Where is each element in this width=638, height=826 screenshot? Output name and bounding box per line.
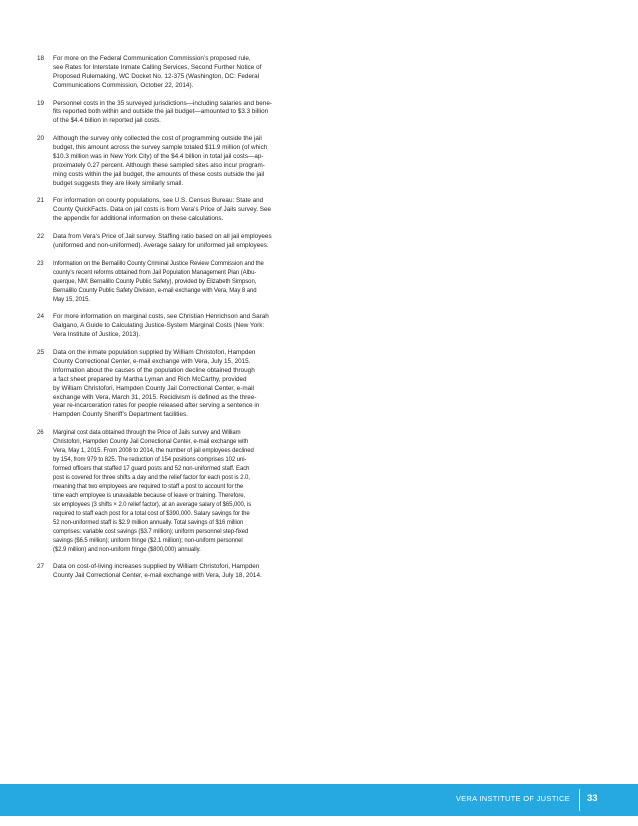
- endnote-text-line: exchange with Vera, March 31, 2015. Recidivism is defined as the three-: [53, 393, 257, 401]
- endnote-text-line: ming costs within the jail budget, the amounts of these costs outside the jail: [53, 170, 265, 178]
- endnote-26: [37, 429, 322, 554]
- endnote-number: 26: [37, 430, 44, 437]
- endnote-text-line: Data on cost-of-living increases supplied by William Christofori, Hampden: [53, 563, 260, 571]
- endnote-27: [37, 563, 322, 581]
- endnote-text-line: ($2.9 million) and non-uniform fringe ($800,000) annually.: [53, 546, 201, 553]
- endnote-text-line: $10.3 million was in New York City) of the $4.4 billion in total jail costs—ap-: [53, 152, 264, 160]
- endnote-text-line: proximately 0.27 percent. Although these sampled sites also incur program-: [53, 161, 265, 169]
- endnote-number: 22: [37, 233, 45, 241]
- endnote-text-line: comprises: variable cost savings ($3.7 million); uniform personnel step-fixed: [53, 528, 249, 535]
- endnote-text-line: post is covered for three shifts a day and the relief factor for each post is 2.0,: [53, 474, 250, 481]
- endnote-text-line: County Jail Correctional Center, e-mail exchange with Vera, July 18, 2014.: [53, 572, 262, 580]
- endnote-text-line: County QuickFacts. Data on jail costs is from Vera’s Price of Jails survey. See: [53, 206, 272, 214]
- endnote-number: 18: [37, 55, 45, 62]
- endnote-text-line: (uniformed and non-uniformed). Average salary for uniformed jail employees.: [53, 241, 269, 249]
- endnote-text-line: of the $4.4 billion in reported jail costs.: [53, 117, 161, 125]
- endnote-text-line: Data on the inmate population supplied by William Christofori, Hampden: [53, 349, 256, 357]
- endnote-text-line: 52 non-uniformed staff is $2.9 million annually. Total savings of $16 million: [53, 519, 244, 526]
- endnote-text-line: county’s recent reforms obtained from Jail Population Management Plan (Albu-: [53, 269, 257, 276]
- endnote-text-line: by 154, from 979 to 825. The reduction of 154 positions comprises 102 uni-: [53, 457, 247, 464]
- footer-divider: [579, 789, 580, 811]
- endnote-text-line: six employees (3 shifts × 2.0 relief factor), at an average salary of $65,000, is: [53, 501, 252, 508]
- endnote-text-line: required to staff each post for a total cost of $390,000. Salary savings for the: [53, 510, 250, 517]
- endnote-text-line: a fact sheet prepared by Martha Lyman and Rich McCarthy, provided: [53, 375, 247, 383]
- endnote-text-line: County Correctional Center, e-mail exchange with Vera, July 15, 2015.: [53, 357, 251, 365]
- endnote-text-line: budget, this amount across the survey sample totaled $11.9 million (of which: [53, 144, 268, 152]
- endnote-23: [37, 260, 322, 305]
- endnote-text-line: May 15, 2015.: [53, 296, 90, 303]
- endnote-text-line: Personnel costs in the 35 surveyed jurisdictions—including salaries and bene-: [53, 99, 272, 107]
- footer-organization: VERA INSTITUTE OF JUSTICE: [455, 794, 570, 803]
- endnote-text-line: formed officers that staffed 17 guard posts and 52 non-uniformed staff. Each: [53, 465, 250, 472]
- endnote-text-line: Data from Vera’s Price of Jail survey. Staffing ratio based on all jail employees: [53, 233, 272, 241]
- endnote-text-line: Although the survey only collected the cost of programming outside the jail: [53, 135, 262, 143]
- endnote-text-line: Communications Commission, October 22, 2014).: [53, 81, 194, 89]
- endnote-text-line: Vera Institute of Justice, 2013).: [53, 331, 141, 339]
- endnote-text-line: For information on county populations, see U.S. Census Bureau: State and: [53, 197, 264, 205]
- page-number: 33: [587, 793, 598, 804]
- endnote-text-line: Marginal cost data obtained through the Price of Jails survey and William: [53, 430, 241, 437]
- endnote-text-line: savings ($6.5 million); uniform fringe ($2.1 million); non-uniform personnel: [53, 537, 243, 544]
- endnote-text-line: For more on the Federal Communication Commission’s proposed rule,: [53, 55, 251, 62]
- endnote-text-line: For more information on marginal costs, see Christian Henrichson and Sarah: [53, 313, 269, 321]
- endnote-20: [37, 135, 322, 188]
- endnote-text-line: fits reported both within and outside the jail budget—amounted to $3.3 billion: [53, 108, 269, 116]
- endnote-text-line: Bernalillo County Public Safety Division, e-mail exchange with Vera, May 8 and: [53, 287, 257, 294]
- endnote-text-line: Proposed Rulemaking, WC Docket No. 12-375 (Washington, DC: Federal: [53, 72, 260, 80]
- endnote-24: [37, 313, 322, 340]
- endnote-number: 19: [37, 99, 45, 107]
- endnote-text-line: Vera, May 1, 2015. From 2008 to 2014, the number of jail employees declined: [53, 448, 254, 455]
- endnote-19: [37, 100, 322, 127]
- endnote-text-line: querque, NM: Bernalillo County Public Safety), provided by Elizabeth Simpson,: [53, 278, 257, 285]
- endnotes-list: [37, 55, 322, 590]
- endnote-text-line: year re-incarceration rates for people released after serving a sentence in: [53, 402, 260, 410]
- endnote-text-line: Information on the Bernalillo County Criminal Justice Review Commission and the: [53, 260, 264, 267]
- endnote-21: [37, 197, 322, 224]
- endnote-text-line: time each employee is unavailable because of leave or training. Therefore,: [53, 492, 246, 499]
- endnote-number: 23: [37, 260, 44, 267]
- endnote-text-line: the appendix for additional information on these calculations.: [53, 215, 224, 223]
- endnote-text-line: Christofori, Hampden County Jail Correctional Center, e-mail exchange with: [53, 439, 249, 446]
- endnote-number: 24: [37, 313, 45, 321]
- endnote-text-line: Hampden County Sheriff’s Department facilities.: [53, 411, 188, 419]
- endnote-number: 27: [37, 563, 45, 571]
- endnote-number: 21: [37, 197, 45, 205]
- endnote-text-line: see Rates for Interstate Inmate Calling Services, Second Further Notice of: [53, 63, 262, 71]
- endnote-text-line: by William Christofori, Hampden County Jail Correctional Center, e-mail: [53, 384, 254, 392]
- endnote-25: [37, 349, 322, 420]
- endnote-text-line: Galgano, A Guide to Calculating Justice-System Marginal Costs (New York:: [53, 322, 265, 330]
- endnote-text-line: Information about the causes of the population decline obtained through: [53, 366, 255, 374]
- endnote-text-line: meaning that two employees are required to staff a post to account for the: [53, 483, 244, 490]
- endnote-18: [37, 55, 322, 91]
- endnote-number: 20: [37, 135, 45, 143]
- page-footer: [0, 784, 638, 816]
- endnote-number: 25: [37, 349, 45, 357]
- endnote-text-line: budget suggests they are likely similarly small.: [53, 179, 184, 187]
- endnote-22: [37, 233, 322, 251]
